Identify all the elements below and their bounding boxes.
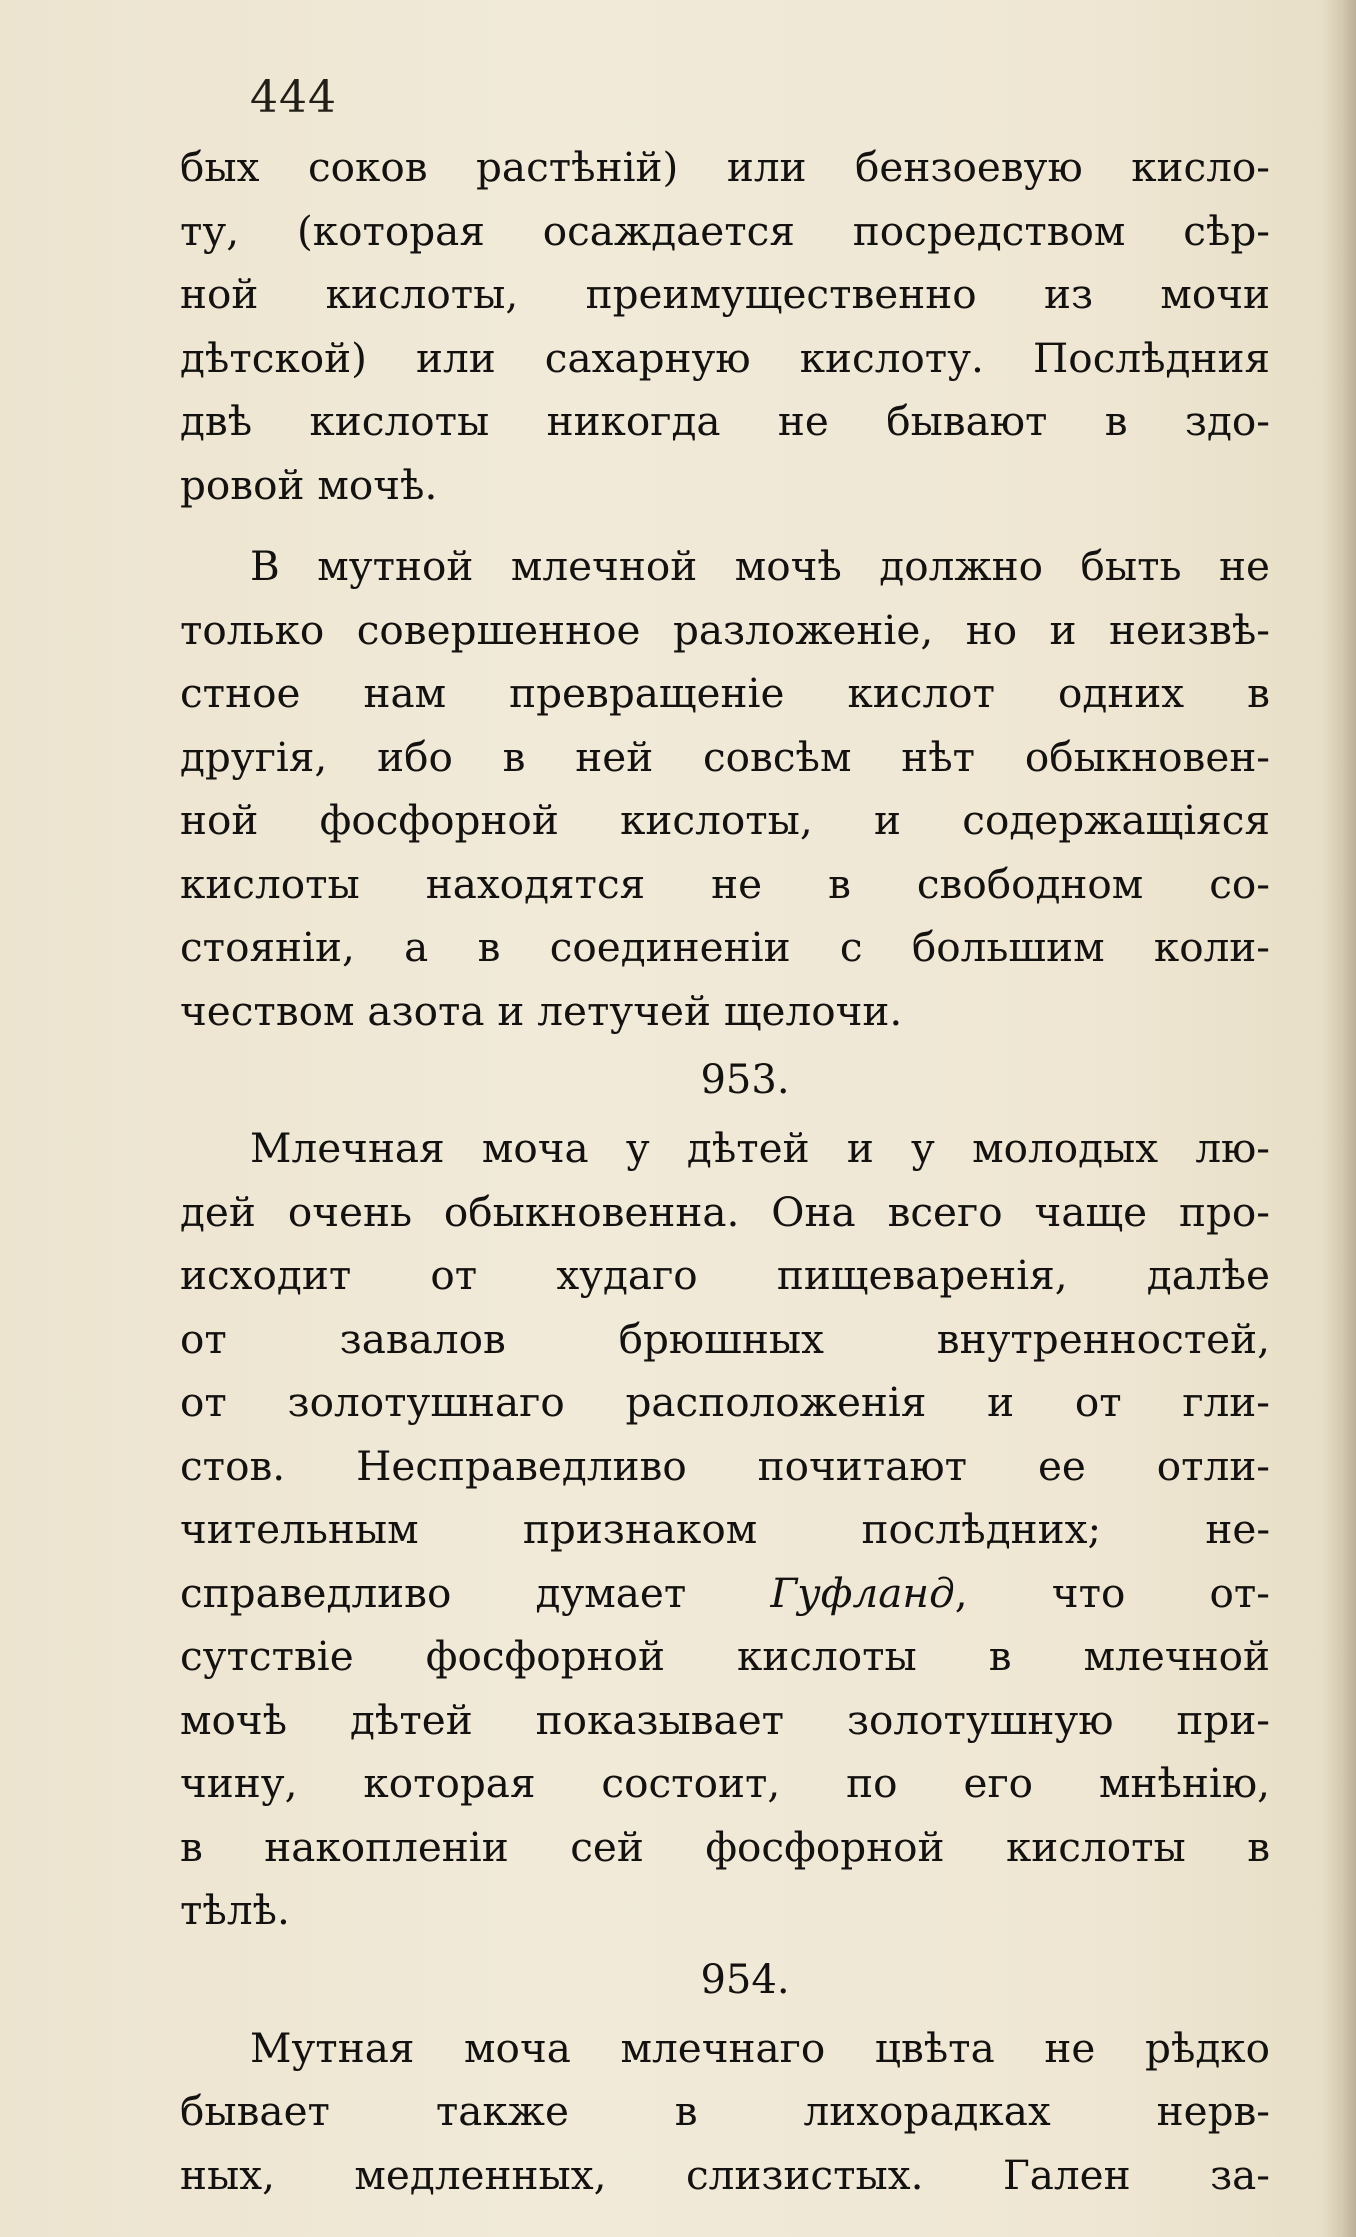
- section-number-953: 953.: [700, 1057, 790, 1103]
- body-text: [180, 136, 1270, 2207]
- text-line: В мутной млечной мочѣ должно быть не: [250, 542, 1270, 590]
- text-line: [180, 1562, 1270, 1626]
- text-line: только совершенное разложеніе, но и неизвѣ-: [180, 605, 1270, 654]
- text-line: ной кислоты, преимущественно из мочи: [180, 270, 1270, 318]
- text-line: тѣлѣ.: [180, 1886, 290, 1934]
- text-line: кислоты находятся не в свободном со-: [180, 859, 1270, 908]
- text-line: стояніи, а в соединеніи с большим коли-: [180, 923, 1270, 971]
- text-line: стов. Несправедливо почитают ее отли-: [180, 1441, 1270, 1490]
- text-line: дей очень обыкновенна. Она всего чаще про-: [180, 1187, 1270, 1236]
- text-line: ту, (которая осаждается посредством сѣр-: [180, 206, 1270, 255]
- author-name-hufeland: Гуфланд: [770, 1568, 955, 1617]
- text-line: сутствіе фосфорной кислоты в млечной: [180, 1632, 1270, 1680]
- text-line: от золотушнаго расположенія и от гли-: [180, 1378, 1270, 1426]
- text-line: ровой мочѣ.: [180, 460, 438, 509]
- text-line: чительным признаком послѣдних; не-: [180, 1505, 1270, 1553]
- text-line: Мутная моча млечнаго цвѣта не рѣдко: [250, 2023, 1270, 2072]
- text-line: чеством азота и летучей щелочи.: [180, 986, 903, 1035]
- text-line: в накопленіи сей фосфорной кислоты в: [180, 1822, 1270, 1871]
- text-line: чину, которая состоит, по его мнѣнію,: [180, 1759, 1270, 1807]
- text-line: бых соков растѣній) или бензоевую кисло-: [180, 143, 1270, 191]
- text-fragment: , что от-: [954, 1568, 1270, 1617]
- page-number: 444: [250, 72, 337, 123]
- text-line: ных, медленных, слизистых. Гален за-: [180, 2150, 1270, 2199]
- text-fragment: справедливо думает: [180, 1568, 771, 1617]
- text-line: исходит от худаго пищеваренія, далѣе: [180, 1251, 1270, 1299]
- text-line: двѣ кислоты никогда не бывают в здо-: [180, 397, 1270, 445]
- text-line: стное нам превращеніе кислот одних в: [180, 669, 1270, 717]
- text-line: другія, ибо в ней совсѣм нѣт обыкновен-: [180, 732, 1270, 781]
- text-line: мочѣ дѣтей показывает золотушную при-: [180, 1695, 1270, 1744]
- text-line: дѣтской) или сахарную кислоту. Послѣдния: [180, 333, 1270, 382]
- section-number-954: 954.: [700, 1956, 790, 2003]
- text-line: ной фосфорной кислоты, и содержащіяся: [180, 796, 1270, 844]
- page-edge-shadow: [1322, 0, 1356, 2237]
- text-line: Млечная моча у дѣтей и у молодых лю-: [250, 1124, 1270, 1172]
- paragraph-gap: [180, 517, 1270, 535]
- text-line: бывает также в лихорадках нерв-: [180, 2087, 1270, 2135]
- text-line: от завалов брюшных внутренностей,: [180, 1314, 1270, 1363]
